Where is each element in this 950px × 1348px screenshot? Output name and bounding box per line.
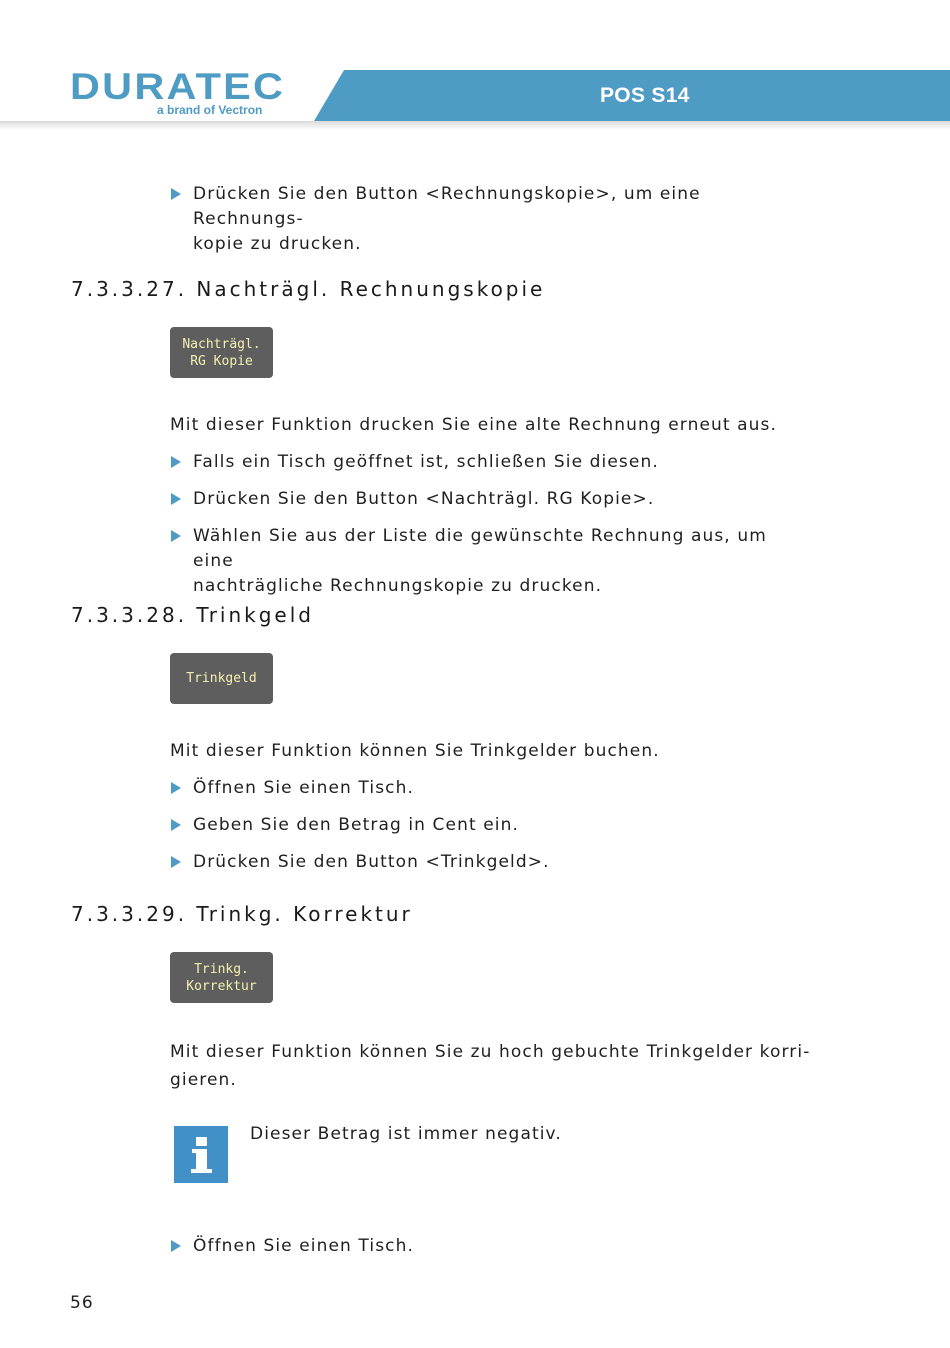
section-description-28: Mit dieser Funktion können Sie Trinkgelder buchen.	[170, 741, 660, 761]
bullet-text: Drücken Sie den Button <Trinkgeld>.	[193, 852, 550, 872]
key-label-line: Trinkg.	[194, 961, 249, 977]
info-icon	[174, 1126, 228, 1183]
section-description-29: Mit dieser Funktion können Sie zu hoch gebuchte Trinkgelder korri- gieren.	[170, 1042, 811, 1090]
section-heading-27: 7.3.3.27. Nachträgl. Rechnungskopie	[71, 277, 546, 301]
info-note: Dieser Betrag ist immer negativ.	[250, 1124, 562, 1144]
bullet-arrow-icon	[171, 1240, 181, 1252]
page-header	[0, 0, 950, 130]
key-label-line: Trinkgeld	[186, 671, 257, 686]
key-label-line: Korrektur	[186, 978, 257, 994]
section-heading-28: 7.3.3.28. Trinkgeld	[71, 603, 314, 627]
bullet-text: Öffnen Sie einen Tisch.	[193, 1236, 414, 1256]
bullet-text: Falls ein Tisch geöffnet ist, schließen Sie diesen.	[193, 452, 659, 472]
key-label-line: RG Kopie	[190, 353, 253, 369]
bullet-arrow-icon	[171, 782, 181, 794]
key-trinkg-korrektur[interactable]	[170, 952, 273, 1003]
key-trinkgeld[interactable]	[170, 653, 273, 704]
bullet-arrow-icon	[171, 819, 181, 831]
key-label-line: Nachträgl.	[182, 336, 261, 352]
bullet-text: Geben Sie den Betrag in Cent ein.	[193, 815, 519, 835]
product-name: POS S14	[600, 84, 690, 107]
bullet-arrow-icon	[171, 493, 181, 505]
bullet-arrow-icon	[171, 856, 181, 868]
bullet-text: Öffnen Sie einen Tisch.	[193, 778, 414, 798]
bullet-text: Drücken Sie den Button <Nachträgl. RG Kopie>.	[193, 489, 655, 509]
brand-line: a brand of Vectron	[157, 103, 263, 117]
duratec-logo: DURATEC	[70, 66, 286, 107]
bullet-arrow-icon	[171, 530, 181, 542]
key-nachtraegl-rg-kopie[interactable]	[170, 327, 273, 378]
section-heading-29: 7.3.3.29. Trinkg. Korrektur	[71, 902, 413, 926]
bullet-text: Drücken Sie den Button <Rechnungskopie>, um eine Rechnungs- kopie zu drucken.	[193, 184, 701, 254]
bullet-arrow-icon	[171, 188, 181, 200]
header-shadow	[0, 121, 950, 130]
section-description-27: Mit dieser Funktion drucken Sie eine alte Rechnung erneut aus.	[170, 415, 778, 435]
bullet-arrow-icon	[171, 456, 181, 468]
page-number: 56	[70, 1293, 94, 1313]
bullet-text: Wählen Sie aus der Liste die gewünschte Rechnung aus, um eine nachträgliche Rechnungskopie zu drucken.	[193, 526, 767, 596]
